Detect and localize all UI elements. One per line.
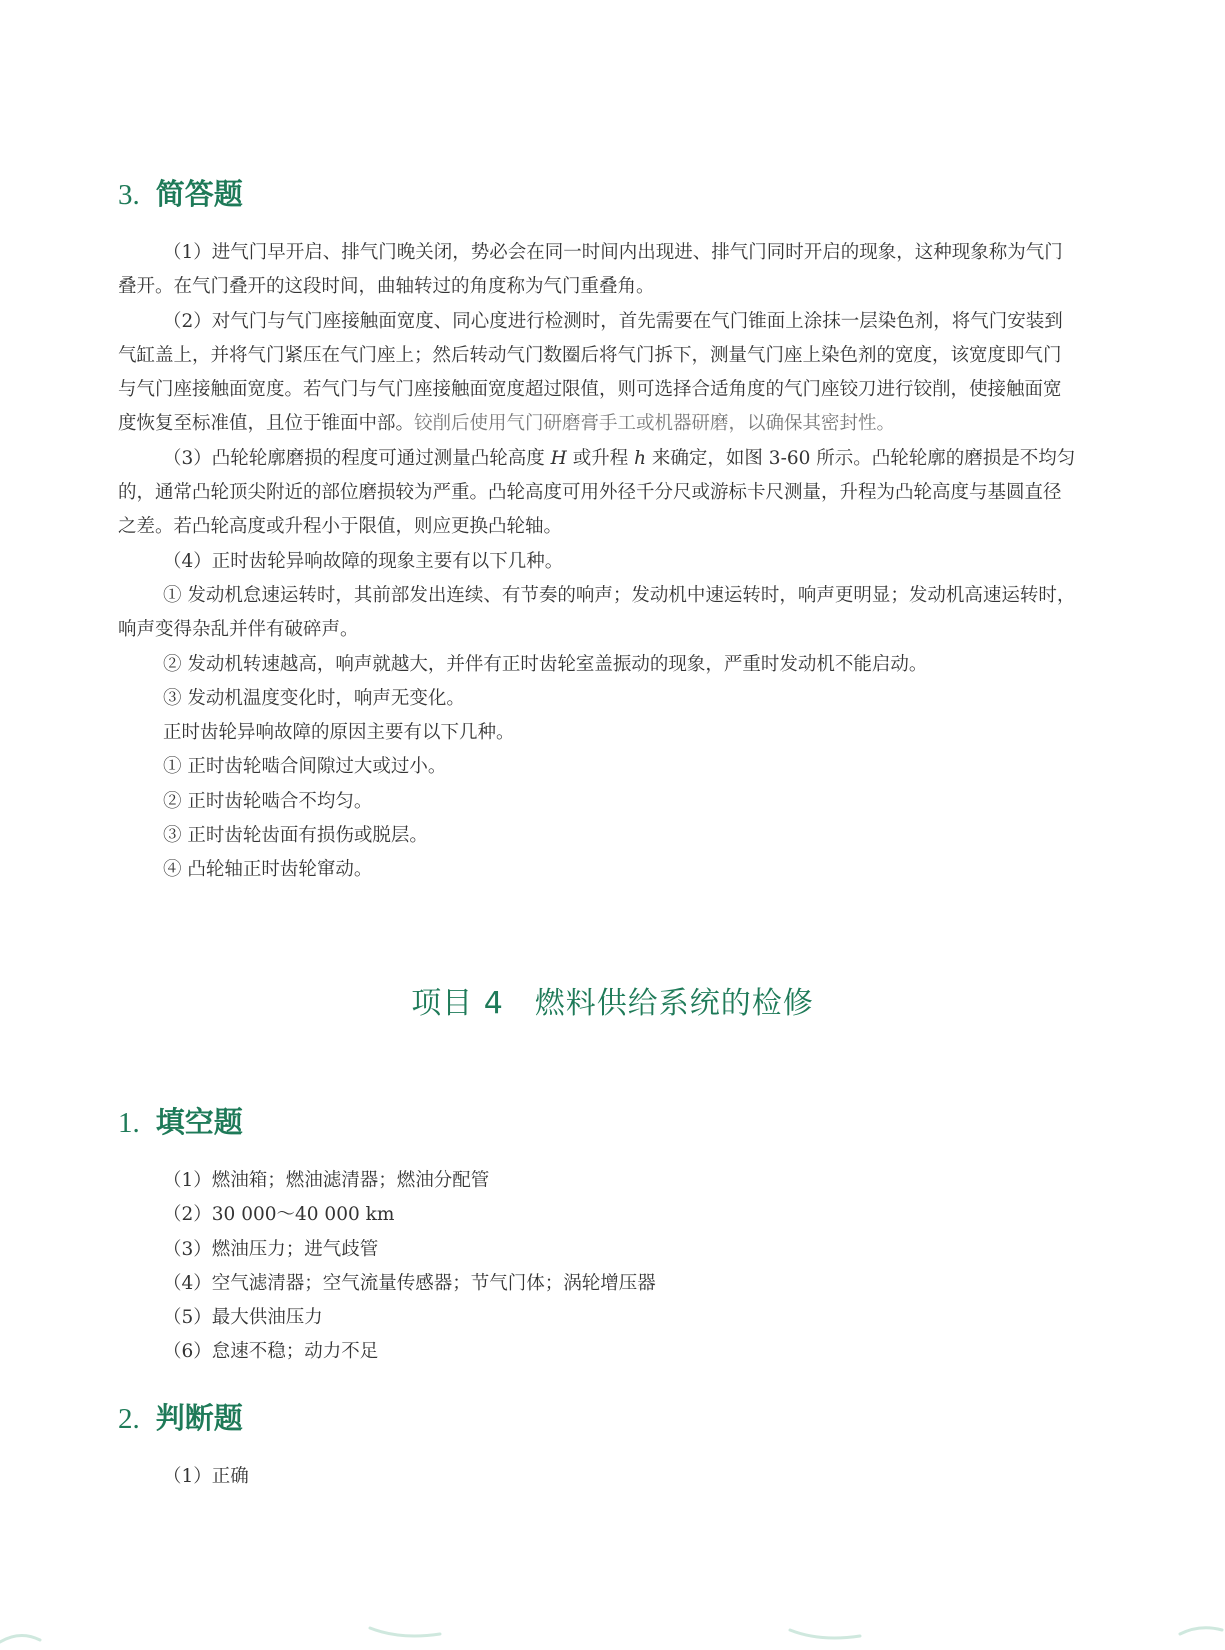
list-item: ① 正时齿轮啮合间隙过大或过小。 [163, 756, 447, 778]
section-heading-fill-blank [118, 1104, 243, 1141]
list-item: ① 发动机怠速运转时，其前部发出连续、有节奏的响声；发动机中速运转时，响声更明显；发动机高速运转时，响声变得杂乱并伴有破碎声。 [118, 584, 1076, 641]
fill-blank-answers [163, 1164, 863, 1370]
answer-item: （4）空气滤清器；空气流量传感器；节气门体；涡轮增压器 [163, 1272, 656, 1294]
list-item: ③ 正时齿轮齿面有损伤或脱层。 [163, 825, 428, 847]
answer-item: （3）燃油压力；进气歧管 [163, 1238, 379, 1260]
symbol-H: H [550, 447, 567, 469]
paragraph-text: 或升程 [572, 447, 629, 469]
section-number: 3. [118, 179, 140, 211]
paragraph [118, 442, 1078, 545]
answer-item: （1）燃油箱；燃油滤清器；燃油分配管 [163, 1170, 490, 1191]
list-item: ③ 发动机温度变化时，响声无变化。 [163, 687, 465, 709]
paragraph-text-faded: 铰削后使用气门研磨膏手工或机器研磨，以确保其密封性。 [414, 413, 896, 435]
answer-item: （1）正确 [163, 1466, 249, 1487]
paragraph: （1）进气门早开启、排气门晚关闭，势必会在同一时间内出现进、排气门同时开启的现象，这种现象称为气门叠开。在气门叠开的这段时间，曲轴转过的角度称为气门重叠角。 [118, 242, 1063, 298]
paragraph-text: 来确定，如图 3-60 所示。凸轮轮廓的磨损是不均匀的，通常凸轮顶尖附近的部位磨损较为严重。凸轮高度可用外径千分尺或游标卡尺测量，升程为凸轮高度与基圆直径之差。若凸轮高度或升程小于限值，则应更换凸轮轴。 [118, 447, 1076, 538]
list-item: ② 发动机转速越高，响声就越大，并伴有正时齿轮室盖振动的现象，严重时发动机不能启动。 [163, 653, 928, 675]
list-item: ② 正时齿轮啮合不均匀。 [163, 790, 373, 812]
section-number: 1. [118, 1107, 140, 1139]
true-false-answers [163, 1460, 863, 1494]
paragraph-text: （2）对气门与气门座接触面宽度、同心度进行检测时，首先需要在气门锥面上涂抹一层染色剂，将气门安装到气缸盖上，并将气门紧压在气门座上；然后转动气门数圈后将气门拆下，测量气门座上染色剂的宽度，该宽度即气门与气门座接触面宽度。若气门与气门座接触面宽度超过限值，则可选择合适角度的气门座铰刀进行铰削，使接触面宽度恢复至标准值，且位于锥面中部。 [118, 310, 1063, 435]
section-title: 简答题 [155, 177, 243, 211]
symbol-h: h [634, 447, 647, 469]
short-answer-body [118, 236, 1078, 888]
paragraph-text: （3）凸轮轮廓磨损的程度可通过测量凸轮高度 [163, 447, 545, 469]
answer-item: （5）最大供油压力 [163, 1307, 323, 1329]
answer-item: （6）怠速不稳；动力不足 [163, 1341, 379, 1363]
watermark-stroke [0, 1628, 1222, 1642]
paragraph: （4）正时齿轮异响故障的现象主要有以下几种。 [163, 550, 564, 572]
section-number: 2. [118, 1403, 140, 1435]
list-item: ④ 凸轮轴正时齿轮窜动。 [163, 859, 373, 881]
section-title: 判断题 [155, 1401, 243, 1435]
watermark-decoration [0, 1610, 1225, 1650]
section-title: 填空题 [155, 1105, 243, 1139]
section-heading-short-answer [118, 176, 243, 213]
section-heading-true-false [118, 1400, 243, 1437]
answer-item: （2）30 000～40 000 km [163, 1204, 395, 1226]
project-title: 项目 4 燃料供给系统的检修 [411, 986, 814, 1021]
paragraph: 正时齿轮异响故障的原因主要有以下几种。 [163, 722, 515, 744]
paragraph [118, 305, 1078, 442]
